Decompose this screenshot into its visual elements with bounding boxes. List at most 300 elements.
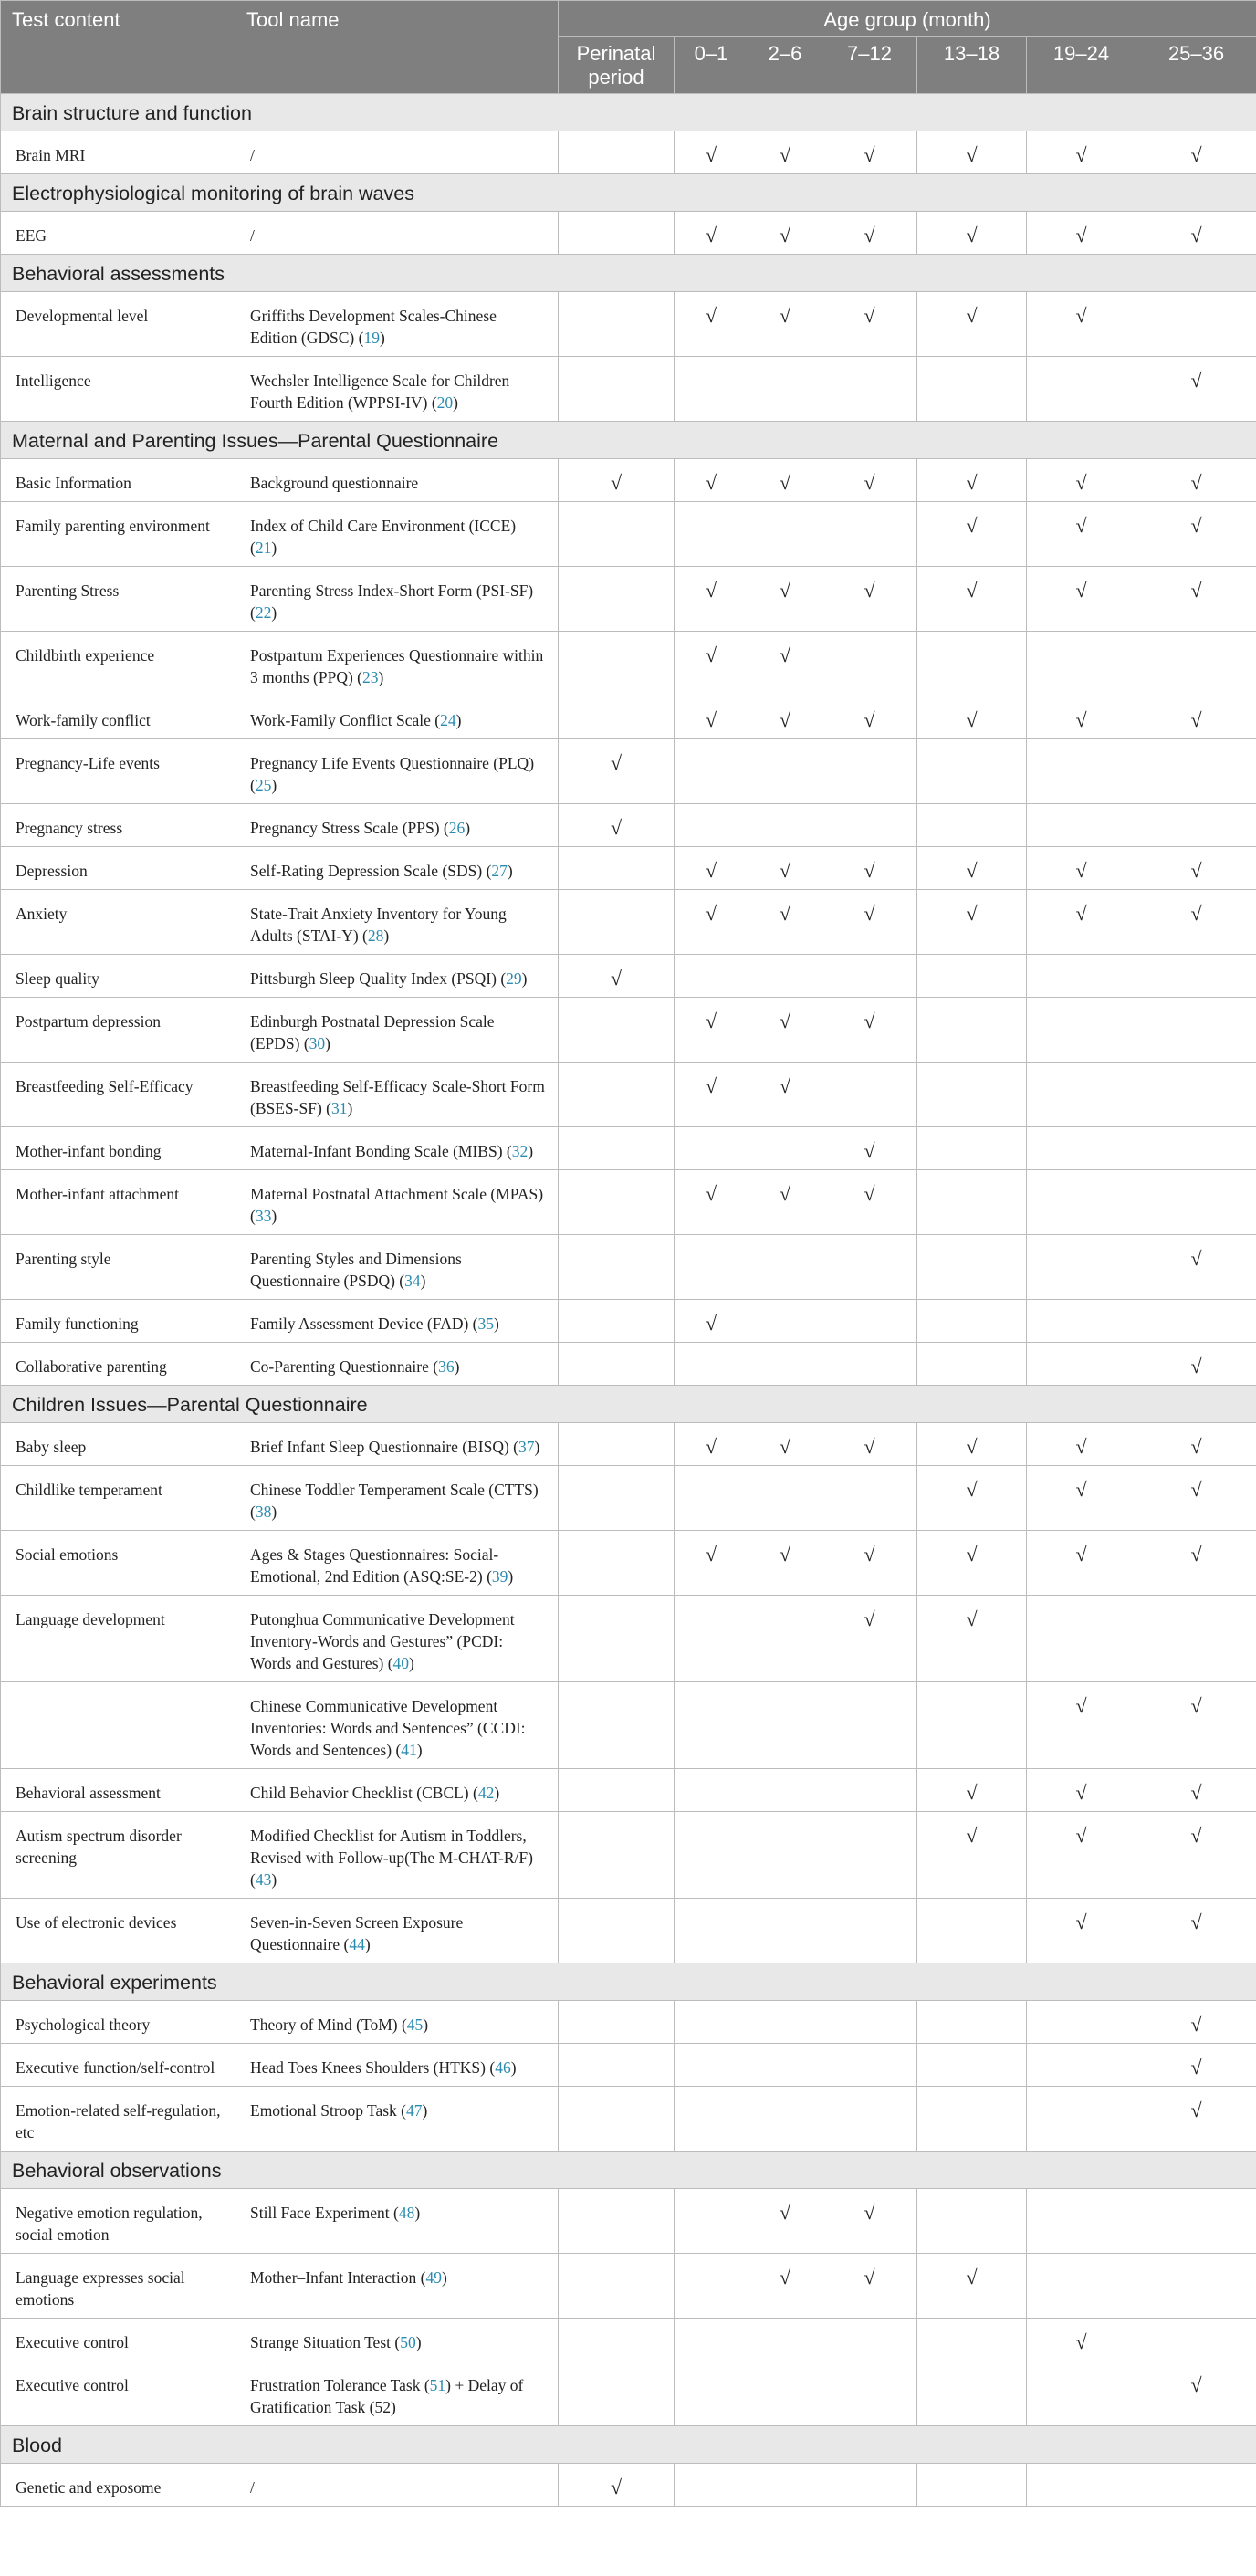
age-cell: [559, 357, 675, 422]
age-cell: [748, 2001, 822, 2044]
age-cell: [822, 1682, 917, 1769]
age-cell: [748, 804, 822, 847]
tool-name-cell: [236, 632, 559, 696]
age-cell: [1136, 2464, 1256, 2507]
check-mark-icon: √: [1190, 1911, 1202, 1933]
age-cell: [822, 292, 917, 357]
age-cell: [822, 212, 917, 255]
tool-name-suffix: ): [409, 1654, 414, 1672]
check-mark-icon: √: [610, 471, 623, 494]
reference-link[interactable]: 36: [438, 1357, 455, 1376]
age-cell: [675, 2087, 748, 2152]
test-content-cell: Depression: [1, 847, 236, 890]
age-cell: [917, 804, 1027, 847]
age-cell: [675, 955, 748, 998]
age-cell: [1136, 1769, 1256, 1812]
check-mark-icon: √: [864, 143, 875, 166]
test-content-cell: Genetic and exposome: [1, 2464, 236, 2507]
tool-name-text: State-Trait Anxiety Inventory for Young Adults (STAI-Y) (: [250, 905, 507, 945]
table-row: [1, 2087, 1256, 2152]
age-cell: [748, 890, 822, 955]
check-mark-icon: √: [779, 1010, 791, 1032]
check-mark-icon: √: [705, 644, 717, 666]
reference-link[interactable]: 24: [440, 711, 456, 729]
header-col-perinatal: Perinatal period: [559, 37, 675, 94]
age-cell: [1027, 2254, 1136, 2319]
tool-name-text: Seven-in-Seven Screen Exposure Questionnaire (: [250, 1913, 464, 1953]
age-cell: [748, 2319, 822, 2361]
age-cell: [822, 1812, 917, 1899]
tool-name-suffix: ): [271, 539, 277, 557]
table-row: [1, 890, 1256, 955]
age-cell: [675, 292, 748, 357]
tool-name-cell: [236, 502, 559, 567]
check-mark-icon: √: [864, 579, 875, 602]
age-cell: [1027, 1682, 1136, 1769]
check-mark-icon: √: [705, 471, 717, 494]
age-cell: [822, 632, 917, 696]
reference-link[interactable]: 50: [400, 2333, 416, 2351]
age-cell: [748, 2087, 822, 2152]
reference-link[interactable]: 22: [255, 603, 272, 622]
reference-link[interactable]: 26: [448, 819, 466, 837]
age-cell: [1027, 804, 1136, 847]
age-cell: [917, 1899, 1027, 1963]
check-mark-icon: √: [1190, 1824, 1202, 1847]
reference-link[interactable]: 30: [309, 1034, 326, 1052]
check-mark-icon: √: [1075, 708, 1087, 731]
age-cell: [917, 1466, 1027, 1531]
age-cell: [675, 847, 748, 890]
age-cell: [1136, 2044, 1256, 2087]
tool-name-suffix: ): [271, 603, 277, 622]
table-row: [1, 2254, 1256, 2319]
test-content-cell: EEG: [1, 212, 236, 255]
age-cell: [1136, 1899, 1256, 1963]
age-cell: [675, 2319, 748, 2361]
reference-link[interactable]: 38: [255, 1503, 272, 1521]
tool-name-cell: [236, 1769, 559, 1812]
table-row: [1, 357, 1256, 422]
tool-name-text: Theory of Mind (ToM) (: [250, 2016, 407, 2034]
age-cell: [559, 567, 675, 632]
age-cell: [1136, 1682, 1256, 1769]
tool-name-suffix: ): [414, 2204, 421, 2222]
age-cell: [822, 2087, 917, 2152]
age-cell: [748, 1170, 822, 1235]
reference-link[interactable]: 29: [506, 969, 522, 988]
age-cell: [1136, 2361, 1256, 2426]
tool-name-text: Pittsburgh Sleep Quality Index (PSQI) (: [250, 969, 507, 988]
age-cell: [1027, 1812, 1136, 1899]
age-cell: [1136, 1300, 1256, 1343]
age-cell: [1136, 2254, 1256, 2319]
reference-link[interactable]: 46: [495, 2058, 511, 2077]
test-content-cell: Family functioning: [1, 1300, 236, 1343]
check-mark-icon: √: [705, 902, 717, 925]
age-cell: [748, 459, 822, 502]
tool-name-text: Maternal-Infant Bonding Scale (MIBS) (: [250, 1142, 512, 1160]
check-mark-icon: √: [864, 902, 875, 925]
age-cell: [559, 1127, 675, 1170]
test-content-cell: Intelligence: [1, 357, 236, 422]
tool-name-cell: [236, 2087, 559, 2152]
check-mark-icon: √: [1190, 2013, 1202, 2036]
age-cell: [1136, 998, 1256, 1063]
age-cell: [1027, 2001, 1136, 2044]
table-row: [1, 567, 1256, 632]
tool-name-cell: [236, 292, 559, 357]
age-cell: [748, 1235, 822, 1300]
reference-link[interactable]: 21: [255, 539, 272, 557]
age-cell: [1136, 567, 1256, 632]
age-cell: [1136, 696, 1256, 739]
age-cell: [1136, 1812, 1256, 1899]
tool-name-cell: [236, 739, 559, 804]
table-row: [1, 2001, 1256, 2044]
table-row: [1, 955, 1256, 998]
age-cell: [1027, 1769, 1136, 1812]
tool-name-suffix: ): [510, 2058, 517, 2077]
age-cell: [748, 739, 822, 804]
reference-link[interactable]: 48: [398, 2204, 415, 2222]
tool-name-text: Parenting Stress Index-Short Form (PSI-SF) (: [250, 581, 534, 622]
section-title: Behavioral assessments: [1, 255, 1256, 292]
check-mark-icon: √: [779, 579, 791, 602]
check-mark-icon: √: [779, 1543, 791, 1565]
test-content-cell: Pregnancy stress: [1, 804, 236, 847]
check-mark-icon: √: [864, 1139, 875, 1162]
reference-link[interactable]: 31: [330, 1099, 348, 1117]
age-cell: [1136, 357, 1256, 422]
tool-name-text: /: [250, 2478, 255, 2497]
age-cell: [917, 696, 1027, 739]
reference-link[interactable]: 44: [349, 1935, 365, 1953]
age-cell: [675, 2189, 748, 2254]
age-cell: [822, 459, 917, 502]
table-row: [1, 1596, 1256, 1682]
tool-name-suffix: ): [271, 1207, 277, 1225]
age-cell: [917, 890, 1027, 955]
tool-name-suffix: ): [422, 2101, 428, 2120]
table-row: [1, 1423, 1256, 1466]
reference-link[interactable]: 37: [518, 1438, 535, 1456]
table-row: [1, 502, 1256, 567]
section-row: [1, 2152, 1256, 2189]
check-mark-icon: √: [864, 1182, 875, 1205]
check-mark-icon: √: [1075, 2330, 1087, 2353]
tool-name-text: Family Assessment Device (FAD) (: [250, 1314, 478, 1333]
reference-link[interactable]: 41: [401, 1741, 417, 1759]
reference-link[interactable]: 49: [425, 2268, 442, 2287]
age-cell: [1027, 357, 1136, 422]
check-mark-icon: √: [779, 902, 791, 925]
check-mark-icon: √: [705, 1435, 717, 1458]
reference-link[interactable]: 42: [477, 1784, 495, 1802]
tool-name-cell: [236, 1531, 559, 1596]
age-cell: [1027, 998, 1136, 1063]
reference-link[interactable]: 32: [511, 1142, 529, 1160]
check-mark-icon: √: [1075, 1435, 1087, 1458]
age-cell: [1027, 1235, 1136, 1300]
tool-name-text: Edinburgh Postnatal Depression Scale (EPDS) (: [250, 1012, 495, 1052]
tool-name-suffix: ): [423, 2016, 429, 2034]
table-row: [1, 1343, 1256, 1386]
reference-link[interactable]: 35: [477, 1314, 495, 1333]
tool-name-text: Brief Infant Sleep Questionnaire (BISQ) (: [250, 1438, 519, 1456]
age-cell: [675, 1343, 748, 1386]
age-cell: [917, 2087, 1027, 2152]
age-cell: [1027, 1531, 1136, 1596]
check-mark-icon: √: [864, 1543, 875, 1565]
age-cell: [675, 1682, 748, 1769]
age-cell: [559, 1423, 675, 1466]
reference-link[interactable]: 23: [362, 668, 379, 686]
check-mark-icon: √: [705, 1543, 717, 1565]
age-cell: [1027, 502, 1136, 567]
check-mark-icon: √: [966, 471, 978, 494]
age-cell: [917, 212, 1027, 255]
section-row: [1, 1386, 1256, 1423]
tool-name-suffix: ): [454, 1357, 460, 1376]
tool-name-text: Background questionnaire: [250, 474, 419, 492]
table-row: [1, 131, 1256, 174]
tool-name-suffix: ): [415, 2333, 422, 2351]
age-cell: [559, 998, 675, 1063]
table-row: [1, 1769, 1256, 1812]
table-row: [1, 847, 1256, 890]
age-cell: [1136, 739, 1256, 804]
check-mark-icon: √: [864, 859, 875, 882]
age-cell: [822, 1899, 917, 1963]
age-cell: [822, 1531, 917, 1596]
age-cell: [917, 955, 1027, 998]
table-row: [1, 212, 1256, 255]
age-cell: [1136, 1531, 1256, 1596]
age-cell: [917, 2464, 1027, 2507]
age-cell: [675, 1596, 748, 1682]
check-mark-icon: √: [1075, 304, 1087, 327]
check-mark-icon: √: [1190, 2099, 1202, 2121]
check-mark-icon: √: [1075, 1478, 1087, 1501]
tool-name-suffix: ): [271, 776, 277, 794]
age-cell: [559, 1063, 675, 1127]
age-cell: [1027, 1170, 1136, 1235]
check-mark-icon: √: [779, 224, 791, 246]
age-cell: [675, 1170, 748, 1235]
test-content-cell: Work-family conflict: [1, 696, 236, 739]
reference-link[interactable]: 25: [255, 776, 272, 794]
tool-name-cell: [236, 998, 559, 1063]
test-content-cell: Negative emotion regulation, social emotion: [1, 2189, 236, 2254]
tool-name-suffix: ): [494, 1314, 499, 1333]
table-row: [1, 632, 1256, 696]
check-mark-icon: √: [864, 1010, 875, 1032]
age-cell: [1027, 212, 1136, 255]
test-content-cell: Social emotions: [1, 1531, 236, 1596]
reference-link[interactable]: 40: [392, 1654, 410, 1672]
check-mark-icon: √: [864, 1607, 875, 1630]
age-cell: [675, 804, 748, 847]
age-cell: [1136, 804, 1256, 847]
tool-name-suffix: ): [364, 1935, 371, 1953]
age-cell: [559, 739, 675, 804]
age-cell: [1027, 2464, 1136, 2507]
age-cell: [822, 1769, 917, 1812]
reference-link[interactable]: 20: [436, 393, 454, 412]
age-cell: [748, 502, 822, 567]
check-mark-icon: √: [1190, 471, 1202, 494]
age-cell: [675, 1769, 748, 1812]
check-mark-icon: √: [779, 471, 791, 494]
age-cell: [675, 1127, 748, 1170]
section-row: [1, 94, 1256, 131]
age-cell: [822, 1300, 917, 1343]
check-mark-icon: √: [864, 2201, 875, 2224]
age-cell: [675, 998, 748, 1063]
check-mark-icon: √: [1075, 902, 1087, 925]
reference-link[interactable]: 33: [255, 1207, 272, 1225]
test-content-cell: Breastfeeding Self-Efficacy: [1, 1063, 236, 1127]
age-cell: [559, 1343, 675, 1386]
check-mark-icon: √: [705, 859, 717, 882]
age-cell: [1136, 502, 1256, 567]
tool-name-text: Head Toes Knees Shoulders (HTKS) (: [250, 2058, 496, 2077]
check-mark-icon: √: [1190, 859, 1202, 882]
age-cell: [1136, 955, 1256, 998]
test-content-cell: Mother-infant attachment: [1, 1170, 236, 1235]
reference-link[interactable]: 34: [404, 1272, 421, 1290]
test-content-cell: Language expresses social emotions: [1, 2254, 236, 2319]
age-cell: [822, 1343, 917, 1386]
age-cell: [675, 696, 748, 739]
age-cell: [1027, 1343, 1136, 1386]
tool-name-cell: [236, 1682, 559, 1769]
test-content-cell: Executive control: [1, 2361, 236, 2426]
reference-link[interactable]: 39: [491, 1567, 508, 1586]
age-cell: [917, 1063, 1027, 1127]
table-row: [1, 2361, 1256, 2426]
test-content-cell: Anxiety: [1, 890, 236, 955]
tool-name-text: Co-Parenting Questionnaire (: [250, 1357, 439, 1376]
age-cell: [559, 890, 675, 955]
tool-name-cell: [236, 1899, 559, 1963]
tool-name-cell: [236, 2001, 559, 2044]
tool-name-text: Postpartum Experiences Questionnaire within 3 months (PPQ) (: [250, 646, 544, 686]
section-row: [1, 2426, 1256, 2464]
check-mark-icon: √: [705, 304, 717, 327]
check-mark-icon: √: [864, 2266, 875, 2288]
age-cell: [917, 2189, 1027, 2254]
age-cell: [822, 1596, 917, 1682]
check-mark-icon: √: [966, 143, 978, 166]
reference-link[interactable]: 28: [367, 927, 384, 945]
age-cell: [559, 1466, 675, 1531]
check-mark-icon: √: [966, 1781, 978, 1804]
age-cell: [559, 804, 675, 847]
age-cell: [559, 696, 675, 739]
age-cell: [822, 1423, 917, 1466]
check-mark-icon: √: [610, 2476, 623, 2498]
check-mark-icon: √: [779, 2201, 791, 2224]
check-mark-icon: √: [966, 1607, 978, 1630]
reference-link[interactable]: 27: [491, 862, 508, 880]
age-cell: [917, 1812, 1027, 1899]
age-cell: [917, 2319, 1027, 2361]
age-cell: [748, 847, 822, 890]
check-mark-icon: √: [966, 224, 978, 246]
tool-name-suffix: ): [325, 1034, 330, 1052]
tool-name-cell: [236, 459, 559, 502]
tool-name-text: Strange Situation Test (: [250, 2333, 401, 2351]
tool-name-cell: [236, 357, 559, 422]
age-cell: [675, 459, 748, 502]
test-content-cell: Postpartum depression: [1, 998, 236, 1063]
tool-name-text: /: [250, 226, 255, 245]
age-cell: [748, 1812, 822, 1899]
age-cell: [1136, 212, 1256, 255]
age-cell: [748, 696, 822, 739]
table-row: [1, 739, 1256, 804]
tool-name-cell: [236, 890, 559, 955]
age-cell: [675, 890, 748, 955]
reference-link[interactable]: 43: [255, 1870, 272, 1889]
table-row: [1, 804, 1256, 847]
tool-name-cell: [236, 1466, 559, 1531]
age-cell: [675, 2044, 748, 2087]
check-mark-icon: √: [864, 708, 875, 731]
tool-name-cell: [236, 1423, 559, 1466]
header-col-19-24: 19–24: [1027, 37, 1136, 94]
header-tool-name: Tool name: [236, 1, 559, 94]
tool-name-cell: [236, 567, 559, 632]
age-cell: [822, 1466, 917, 1531]
age-cell: [917, 2361, 1027, 2426]
age-cell: [748, 998, 822, 1063]
check-mark-icon: √: [966, 304, 978, 327]
table-row: [1, 1899, 1256, 1963]
table-row: [1, 1812, 1256, 1899]
reference-link[interactable]: 19: [363, 329, 380, 347]
test-content-cell: Developmental level: [1, 292, 236, 357]
section-title: Blood: [1, 2426, 1256, 2464]
check-mark-icon: √: [1190, 143, 1202, 166]
tool-name-suffix: ): [379, 329, 385, 347]
tool-name-suffix: ): [455, 711, 462, 729]
age-cell: [1027, 1300, 1136, 1343]
tool-name-text: Frustration Tolerance Task (: [250, 2376, 430, 2394]
age-cell: [917, 2254, 1027, 2319]
age-cell: [1027, 632, 1136, 696]
age-cell: [822, 1063, 917, 1127]
age-cell: [675, 1063, 748, 1127]
tool-name-cell: [236, 1127, 559, 1170]
section-title: Electrophysiological monitoring of brain waves: [1, 174, 1256, 212]
reference-link[interactable]: 51: [429, 2376, 446, 2394]
age-cell: [559, 2044, 675, 2087]
age-cell: [917, 2044, 1027, 2087]
age-cell: [1027, 955, 1136, 998]
table-row: [1, 1063, 1256, 1127]
age-cell: [1136, 2319, 1256, 2361]
tool-name-text: Mother–Infant Interaction (: [250, 2268, 426, 2287]
reference-link[interactable]: 45: [406, 2016, 424, 2034]
age-cell: [559, 1531, 675, 1596]
section-title: Children Issues—Parental Questionnaire: [1, 1386, 1256, 1423]
age-cell: [822, 2044, 917, 2087]
age-cell: [748, 1300, 822, 1343]
reference-link[interactable]: 47: [406, 2101, 423, 2120]
